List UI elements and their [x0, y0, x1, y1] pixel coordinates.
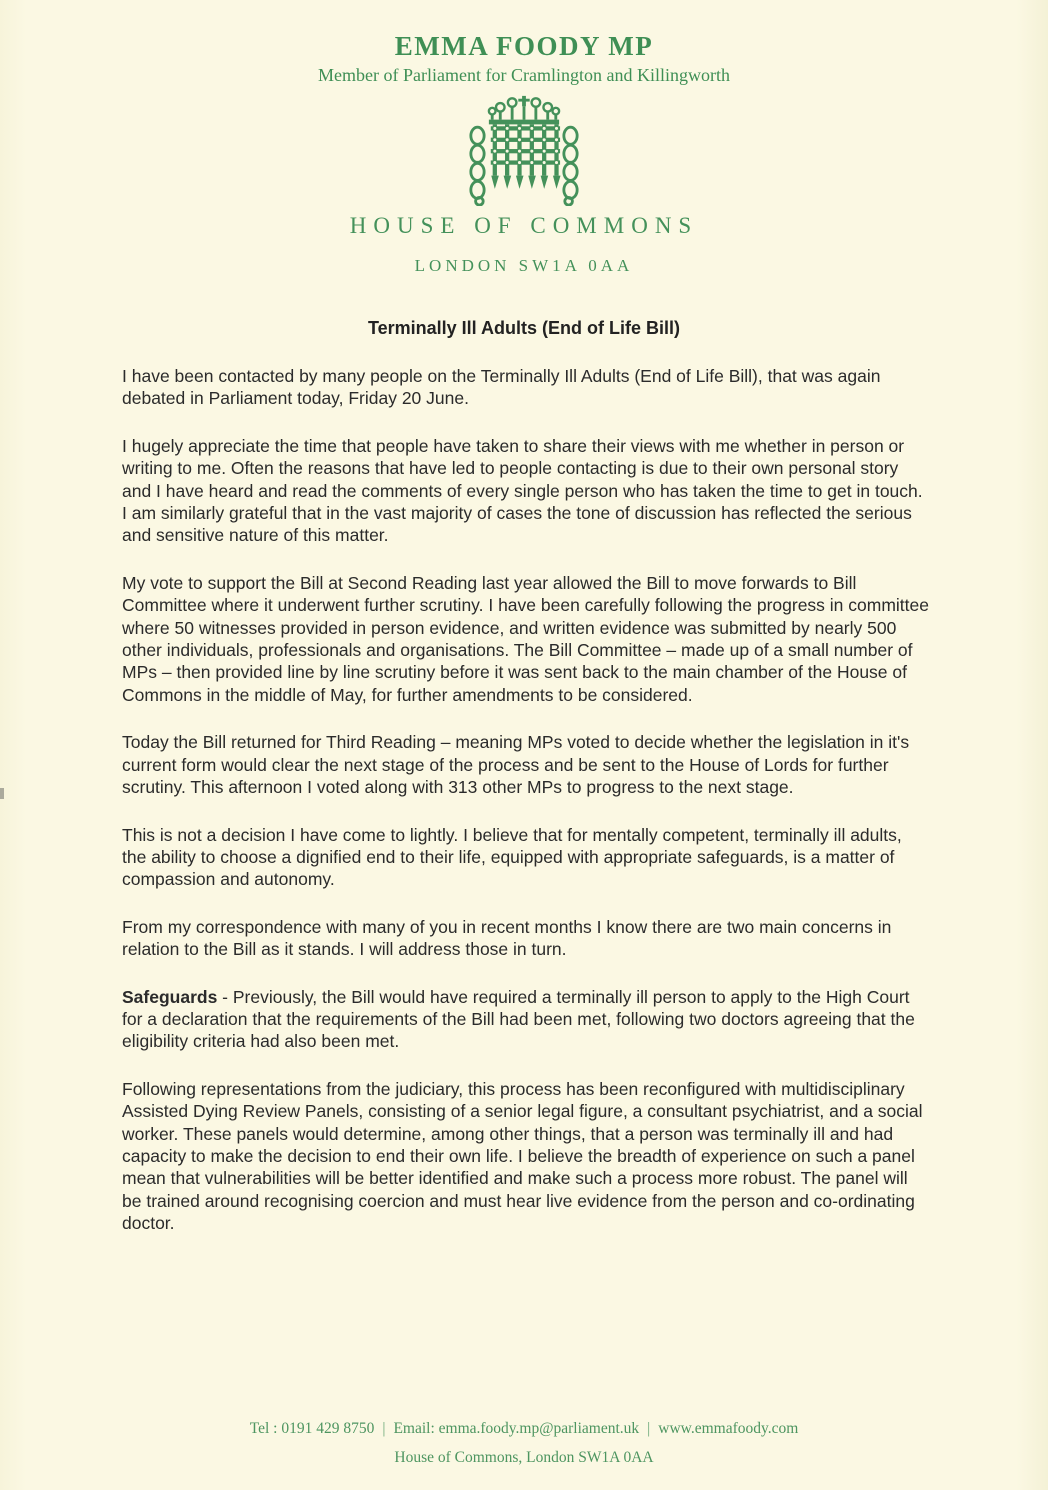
footer-separator: |: [382, 1420, 386, 1437]
footer-website: www.emmafoody.com: [658, 1420, 799, 1437]
scan-artifact: [0, 788, 4, 799]
paragraph: [122, 365, 930, 410]
letter-title: Terminally Ill Adults (End of Life Bill): [367, 318, 680, 338]
paragraph: [122, 916, 930, 961]
organisation-address: LONDON SW1A 0AA: [414, 256, 634, 275]
paragraph-text: My vote to support the Bill at Second Reading last year allowed the Bill to move forwards to Bill Committee where it underwent further scrutiny. I have been carefully following the progress in committee where 50 witnesses provided in person evidence, and written evidence was submitted by nearly 500 other individuals, professionals and organisations. The Bill Committee – made up of a small number of MPs – then provided line by line scrutiny before it was sent back to the main chamber of the House of Commons in the middle of May, for further amendments to be considered.: [122, 572, 929, 705]
paragraph-text: From my correspondence with many of you in recent months I know there are two main concerns in relation to the Bill as it stands. I will address those in turn.: [122, 916, 892, 960]
organisation-name: HOUSE OF COMMONS: [349, 213, 699, 238]
letterhead: [0, 0, 1048, 276]
footer-address: House of Commons, London SW1A 0AA: [394, 1449, 654, 1466]
letter-footer: [0, 1414, 1048, 1472]
paragraph-text: Following representations from the judiciary, this process has been reconfigured with multidisciplinary Assisted Dying Review Panels, consisting of a senior legal figure, a consultant psychiatrist, and a social worker. These panels would determine, among other things, that a person was terminally ill and had capacity to make the decision to end their own life. I believe the breadth of experience on such a panel mean that vulnerabilities will be better identified and make such a process more robust. The panel will be trained around recognising coercion and must hear live evidence from the person and co-ordinating doctor.: [122, 1078, 923, 1234]
paragraph-text: Today the Bill returned for Third Reading – meaning MPs voted to decide whether the legislation in it's current form would clear the next stage of the process and be sent to the House of Lords for further scrutiny. This afternoon I voted along with 313 other MPs to progress to the next stage.: [122, 732, 910, 798]
paragraph-text: I hugely appreciate the time that people have taken to share their views with me whether in person or writing to me. Often the reasons that have led to people contacting is due to their own personal story and I have heard and read the comments of every single person who has taken the time to get in touch. I am similarly grateful that in the vast majority of cases the tone of discussion has reflected the serious and sensitive nature of this matter.: [122, 435, 923, 546]
paragraph: [122, 1078, 930, 1235]
footer-separator: |: [647, 1420, 651, 1437]
paragraph-safeguards: [122, 986, 930, 1053]
paragraph: [122, 824, 930, 891]
mp-name: EMMA FOODY MP: [394, 31, 654, 61]
paragraph-text: - Previously, the Bill would have required a terminally ill person to apply to the High Court for a declaration that the requirements of the Bill had been met, following two doctors agreeing that the eligibility criteria had also been met.: [122, 986, 915, 1052]
paragraph-text: This is not a decision I have come to lightly. I believe that for mentally competent, terminally ill adults, the ability to choose a dignified end to their life, equipped with appropriate safeguards, is a matter of compassion and autonomy.: [122, 824, 902, 890]
mp-subtitle: Member of Parliament for Cramlington and Killingworth: [318, 65, 730, 85]
paragraph: [122, 731, 930, 798]
footer-contact-line: [0, 1414, 1048, 1443]
letter-body: [122, 365, 930, 1235]
crowned-portcullis-icon: [461, 94, 587, 206]
footer-tel: Tel : 0191 429 8750: [249, 1420, 375, 1437]
paragraph: [122, 572, 930, 706]
paragraph-text: I have been contacted by many people on the Terminally Ill Adults (End of Life Bill), that was again debated in Parliament today, Friday 20 June.: [122, 366, 881, 409]
paragraph: [122, 435, 930, 547]
footer-email: Email: emma.foody.mp@parliament.uk: [393, 1420, 640, 1437]
paragraph-lead: Safeguards: [122, 986, 218, 1007]
